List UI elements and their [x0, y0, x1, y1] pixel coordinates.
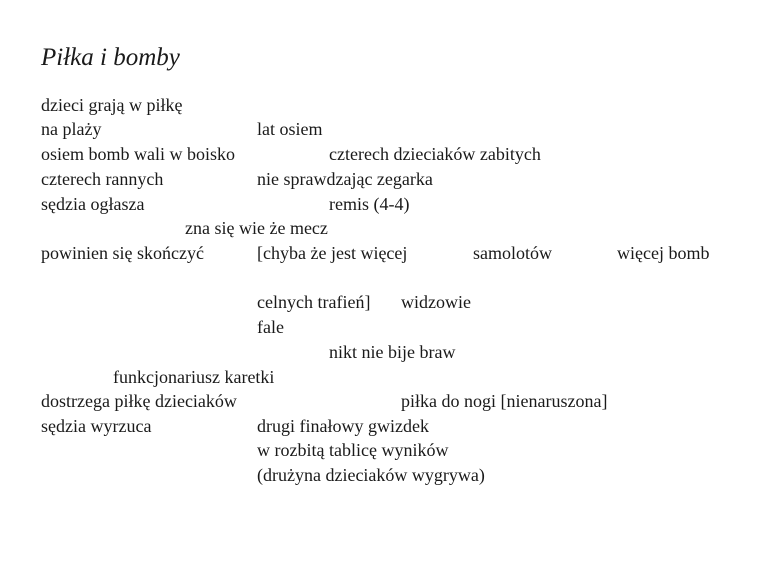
poem-fragment: funkcjonariusz karetki [113, 367, 275, 387]
poem-fragment: osiem bomb wali w boisko [41, 144, 235, 164]
poem-fragment: lat osiem [257, 119, 323, 139]
poem-fragment: drugi finałowy gwizdek [257, 416, 429, 436]
poem-fragment: czterech dzieciaków zabitych [329, 144, 541, 164]
poem-fragment: (drużyna dzieciaków wygrywa) [257, 465, 485, 485]
poem-line [0, 93, 778, 118]
poem-fragment: powinien się skończyć [41, 243, 204, 263]
poem-fragment: widzowie [401, 292, 471, 312]
poem-fragment: fale [257, 317, 284, 337]
poem-fragment: zna się wie że mecz [185, 218, 328, 238]
poem-fragment: sędzia wyrzuca [41, 416, 152, 436]
poem-fragment: więcej bomb [617, 243, 710, 263]
poem-fragment: czterech rannych [41, 169, 164, 189]
poem-line [0, 290, 778, 315]
poem-fragment: [chyba że jest więcej [257, 243, 408, 263]
poem-fragment: piłka do nogi [nienaruszona] [401, 391, 608, 411]
poem-fragment: dostrzega piłkę dzieciaków [41, 391, 237, 411]
poem-fragment: nie sprawdzając zegarka [257, 169, 433, 189]
poem-title: Piłka i bomby [41, 44, 180, 71]
poem-line [0, 463, 778, 488]
poem-fragment: remis (4-4) [329, 194, 410, 214]
poem-fragment: samolotów [473, 243, 552, 263]
poem-line [0, 315, 778, 340]
poem-line [0, 365, 778, 390]
poem-fragment: na plaży [41, 119, 102, 139]
poem-line [0, 117, 778, 142]
poem-line [0, 438, 778, 463]
poem-line [0, 340, 778, 365]
poem-line [0, 216, 778, 241]
poem-fragment: dzieci grają w piłkę [41, 95, 183, 115]
poem-line [0, 389, 778, 414]
poem-line [0, 167, 778, 192]
poem-fragment: w rozbitą tablicę wyników [257, 440, 449, 460]
poem-line [0, 241, 778, 266]
poem-fragment: sędzia ogłasza [41, 194, 145, 214]
poem-fragment: celnych trafień] [257, 292, 371, 312]
poem-line [0, 142, 778, 167]
poem-line [0, 192, 778, 217]
poem-fragment: nikt nie bije braw [329, 342, 456, 362]
poem-line [0, 414, 778, 439]
